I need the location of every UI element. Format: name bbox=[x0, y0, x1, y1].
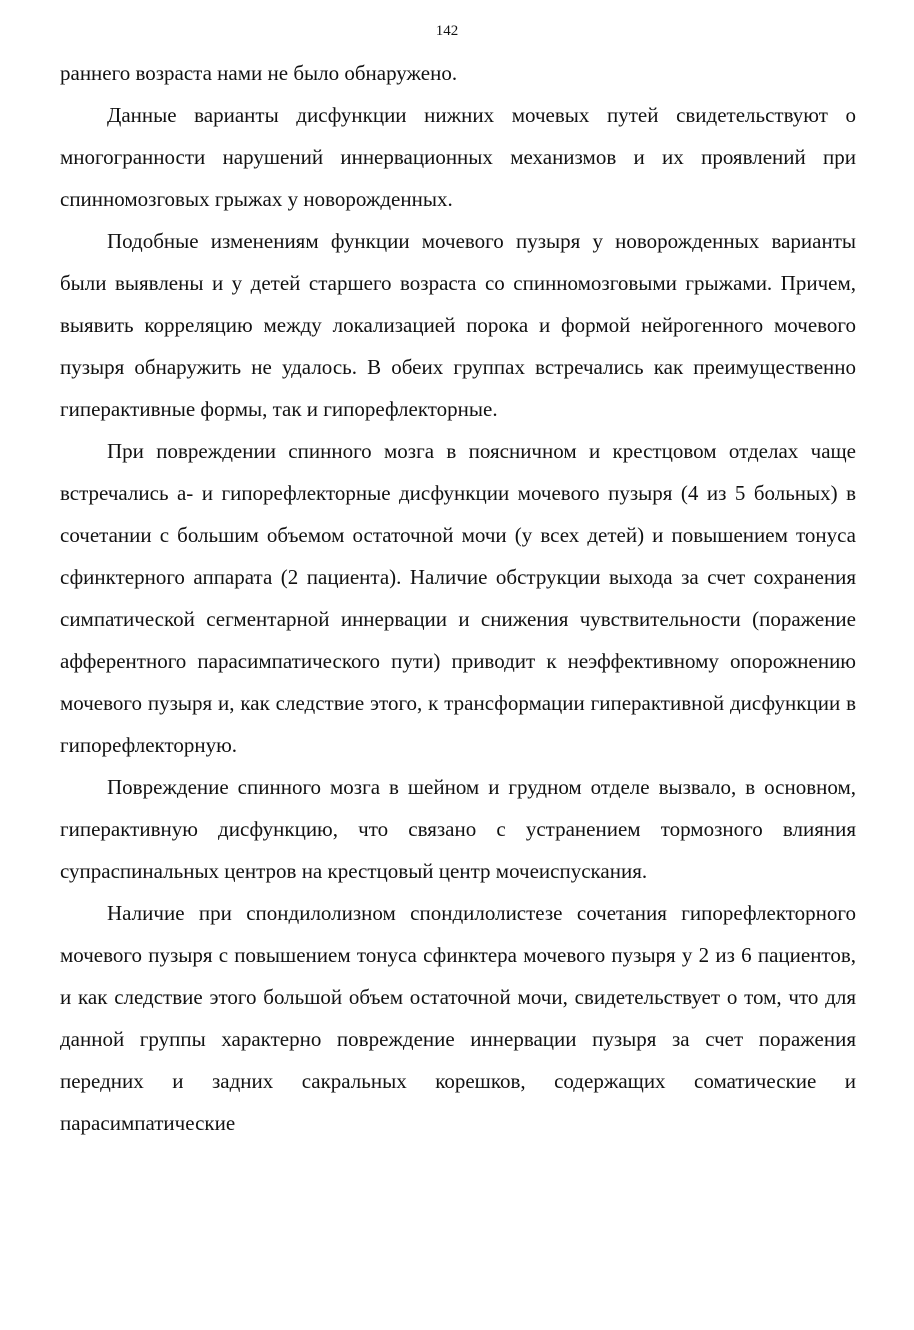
paragraph-2: Данные варианты дисфункции нижних мочевых путей свидетельствуют о многогранности нарушений иннервационных механизмов и их проявлений при спинномозговых грыжах у новорожденных. bbox=[60, 103, 856, 211]
paragraph-5: Повреждение спинного мозга в шейном и грудном отделе вызвало, в основном, гиперактивную дисфункцию, что связано с устранением тормозного влияния супраспинальных центров на крестцовый центр мочеиспускания. bbox=[60, 775, 856, 883]
paragraph-6: Наличие при спондилолизном спондилолистезе сочетания гипорефлекторного мочевого пузыря с повышением тонуса сфинктера мочевого пузыря у 2 из 6 пациентов, и как следствие этого большой объем остаточной мочи, свидетельствует о том, что для данной группы характерно повреждение иннервации пузыря за счет поражения передних и задних сакральных корешков, содержащих соматические и парасимпатические bbox=[60, 901, 856, 1135]
page-number: 142 bbox=[435, 23, 459, 39]
paragraph-3: Подобные изменениям функции мочевого пузыря у новорожденных варианты были выявлены и у детей старшего возраста со спинномозговыми грыжами. Причем, выявить корреляцию между локализацией порока и формой нейрогенного мочевого пузыря обнаружить не удалось. В обеих группах встречались как преимущественно гиперактивные формы, так и гипорефлекторные. bbox=[60, 229, 856, 421]
body-text bbox=[60, 52, 856, 1144]
paragraph-1: раннего возраста нами не было обнаружено. bbox=[60, 61, 458, 85]
paragraph-4: При повреждении спинного мозга в поясничном и крестцовом отделах чаще встречались а- и гипорефлекторные дисфункции мочевого пузыря (4 из 5 больных) в сочетании с большим объемом остаточной мочи (у всех детей) и повышением тонуса сфинктерного аппарата (2 пациента). Наличие обструкции выхода за счет сохранения симпатической сегментарной иннервации и снижения чувствительности (поражение афферентного парасимпатического пути) приводит к неэффективному опорожнению мочевого пузыря и, как следствие этого, к трансформации гиперактивной дисфункции в гипорефлекторную. bbox=[60, 439, 856, 757]
